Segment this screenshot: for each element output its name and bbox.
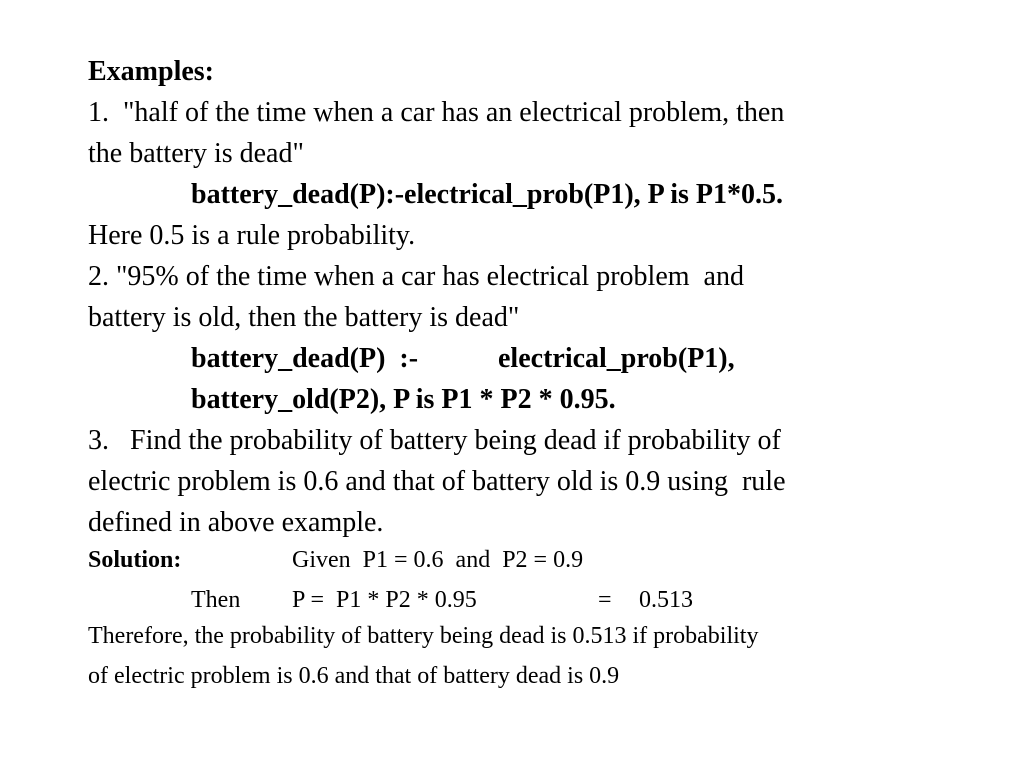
example-3-text-line-3: defined in above example. bbox=[88, 507, 384, 538]
example-2-rule-body: electrical_prob(P1), bbox=[498, 343, 735, 374]
example-3-text-line-2: electric problem is 0.6 and that of battery old is 0.9 using rule bbox=[88, 466, 786, 497]
example-2-rule-line-2: battery_old(P2), P is P1 * P2 * 0.95. bbox=[191, 384, 616, 415]
example-2-text-line-2: battery is old, then the battery is dead" bbox=[88, 302, 520, 333]
conclusion-line-1: Therefore, the probability of battery being dead is 0.513 if probability bbox=[88, 623, 759, 649]
example-3-text-line-1: 3. Find the probability of battery being dead if probability of bbox=[88, 425, 781, 456]
example-1-text-line-2: the battery is dead" bbox=[88, 138, 304, 169]
examples-heading: Examples: bbox=[88, 56, 214, 87]
conclusion-line-2: of electric problem is 0.6 and that of battery dead is 0.9 bbox=[88, 663, 620, 689]
solution-then-label: Then bbox=[191, 587, 241, 613]
solution-label: Solution: bbox=[88, 547, 182, 573]
example-1-rule: battery_dead(P):-electrical_prob(P1), P is P1*0.5. bbox=[191, 179, 784, 210]
example-2-rule-head: battery_dead(P) :- bbox=[191, 343, 419, 374]
example-2-text-line-1: 2. "95% of the time when a car has electrical problem and bbox=[88, 261, 744, 292]
solution-result: 0.513 bbox=[639, 587, 693, 613]
solution-then-expression: P = P1 * P2 * 0.95 bbox=[292, 587, 477, 613]
example-1-text-line-1: 1. "half of the time when a car has an electrical problem, then bbox=[88, 97, 785, 128]
solution-given: Given P1 = 0.6 and P2 = 0.9 bbox=[292, 547, 584, 573]
example-1-note: Here 0.5 is a rule probability. bbox=[88, 220, 416, 251]
solution-equals-sign: = bbox=[598, 587, 612, 613]
